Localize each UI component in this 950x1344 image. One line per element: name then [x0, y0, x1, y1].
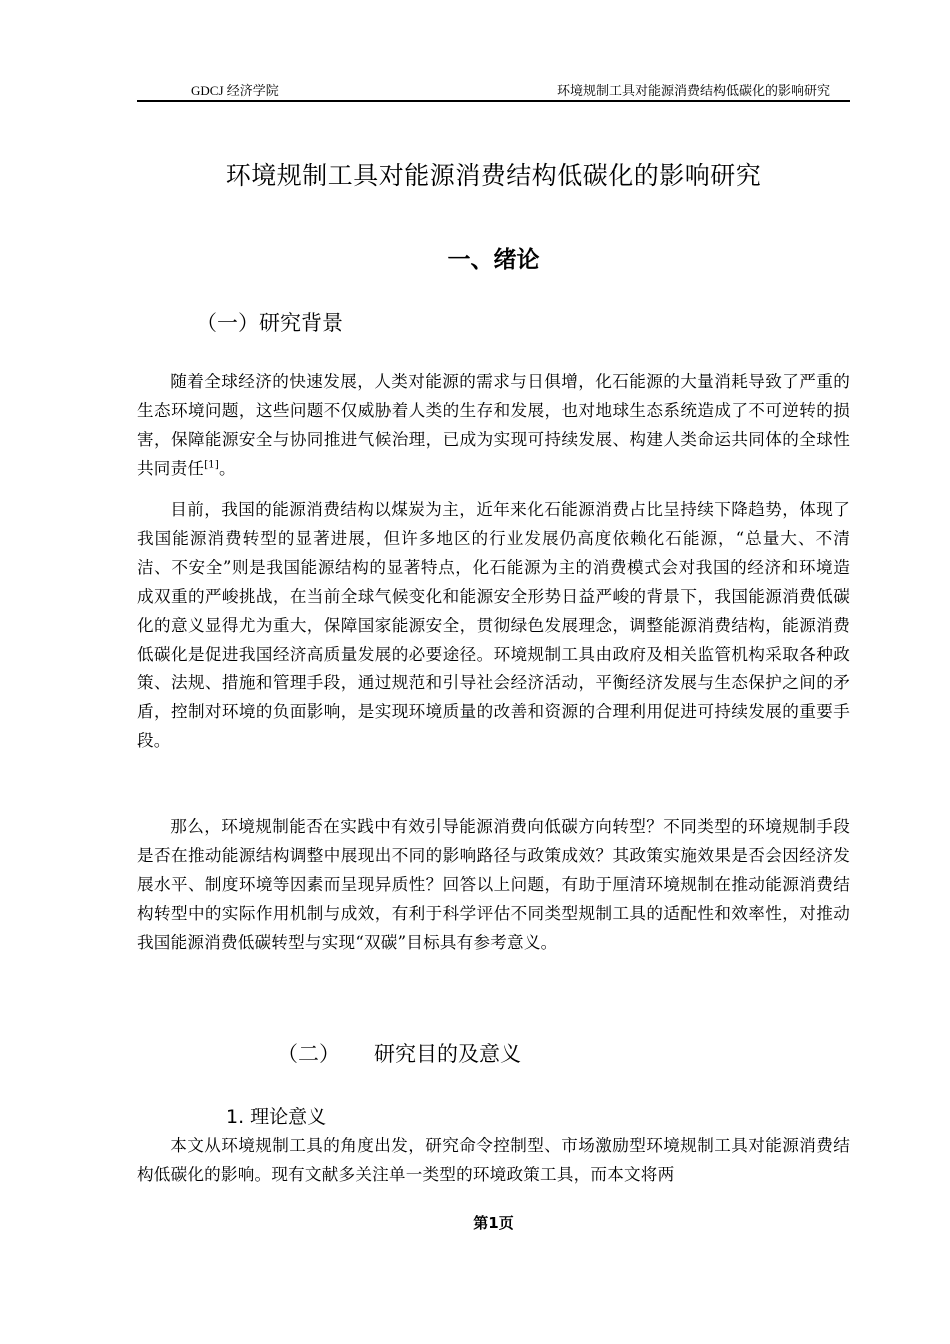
subsubsection-heading-theory: 1. 理论意义 — [226, 1106, 327, 1128]
subsection-heading-background: （一）研究背景 — [196, 311, 343, 335]
paragraph-background-1-text: 随着全球经济的快速发展，人类对能源的需求与日俱增，化石能源的大量消耗导致了严重的生态环境问题，这些问题不仅威胁着人类的生存和发展，也对地球生态系统造成了不可逆转的损害，保障能源安全与协同推进气候治理，已成为实现可持续发展、构建人类命运共同体的全球性共同责任 — [137, 372, 850, 478]
subsection-heading-purpose — [277, 1038, 521, 1068]
header-running-title: 环境规制工具对能源消费结构低碳化的影响研究 — [556, 83, 830, 98]
header-institution: GDCJ 经济学院 — [191, 83, 279, 98]
page-header — [137, 76, 850, 102]
paper-title: 环境规制工具对能源消费结构低碳化的影响研究 — [225, 161, 762, 190]
subsection-heading-purpose-text: 研究目的及意义 — [374, 1042, 521, 1066]
page-number: 第1页 — [473, 1214, 514, 1232]
paragraph-theory-1: 本文从环境规制工具的角度出发，研究命令控制型、市场激励型环境规制工具对能源消费结构低碳化的影响。现有文献多关注单一类型的环境政策工具，而本文将两 — [137, 1136, 850, 1184]
section-heading-introduction: 一、绪论 — [447, 247, 540, 273]
citation-ref[interactable]: [1] — [204, 459, 219, 471]
paragraph-background-3: 那么，环境规制能否在实践中有效引导能源消费向低碳方向转型？不同类型的环境规制手段是否在推动能源结构调整中展现出不同的影响路径与政策成效？其政策实施效果是否会因经济发展水平、制度环境等因素而呈现异质性？回答以上问题，有助于厘清环境规制在推动能源消费结构转型中的实际作用机制与成效，有利于科学评估不同类型规制工具的适配性和效率性，对推动我国能源消费低碳转型与实现“双碳”目标具有参考意义。 — [137, 817, 850, 952]
paragraph-background-2: 目前，我国的能源消费结构以煤炭为主，近年来化石能源消费占比呈持续下降趋势，体现了我国能源消费转型的显著进展，但许多地区的行业发展仍高度依赖化石能源，“总量大、不清洁、不安全”则是我国能源结构的显著特点，化石能源为主的消费模式会对我国的经济和环境造成双重的严峻挑战，在当前全球气候变化和能源安全形势日益严峻的背景下，我国能源消费低碳化的意义显得尤为重大，保障国家能源安全，贯彻绿色发展理念，调整能源消费结构，能源消费低碳化是促进我国经济高质量发展的必要途径。环境规制工具由政府及相关监管机构采取各种政策、法规、措施和管理手段，通过规范和引导社会经济活动，平衡经济发展与生态保护之间的矛盾，控制对环境的负面影响，是实现环境质量的改善和资源的合理利用促进可持续发展的重要手段。 — [137, 500, 850, 751]
subsection-heading-purpose-number: （二） — [277, 1042, 340, 1066]
paragraph-background-1 — [137, 368, 850, 484]
paragraph-background-1-end: 。 — [218, 458, 236, 478]
